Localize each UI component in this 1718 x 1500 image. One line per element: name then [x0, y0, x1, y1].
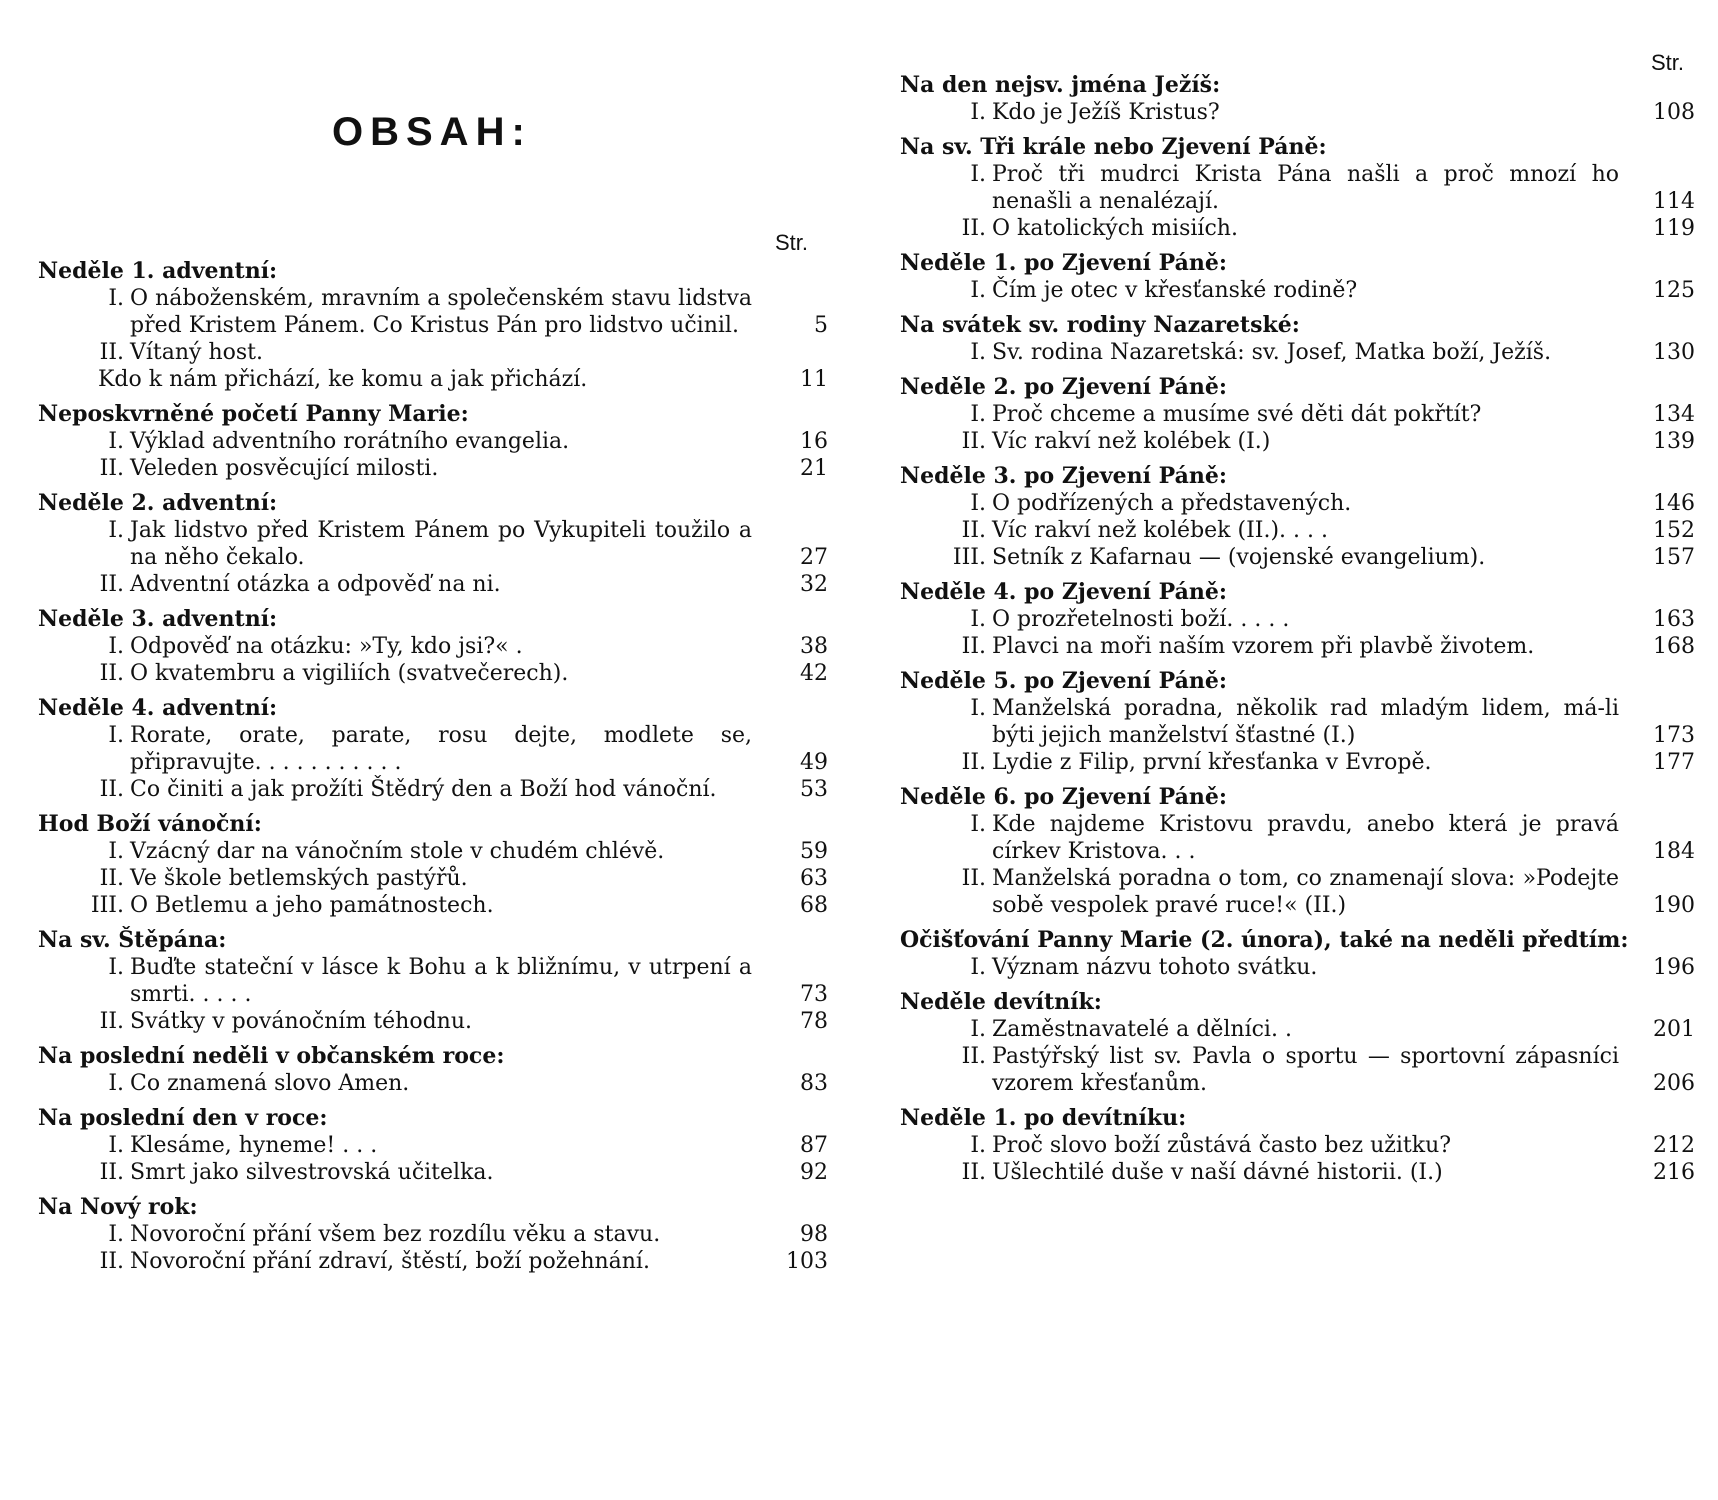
- toc-section: [900, 312, 1695, 366]
- toc-section: [900, 989, 1695, 1097]
- toc-entry: [900, 1132, 1695, 1159]
- page-column-label-right: Str.: [1651, 50, 1685, 75]
- entry-number: II.: [99, 1160, 124, 1185]
- toc-section: [900, 1105, 1695, 1186]
- entry-text: Jak lidstvo před Kristem Pánem po Vykupiteli toužilo a na něho čekalo.: [130, 518, 752, 570]
- entry-page-number: 108: [1653, 100, 1695, 125]
- section-title: Na poslední den v roce:: [38, 1105, 328, 1131]
- entry-text: Víc rakví než kolébek (I.): [992, 429, 1271, 454]
- toc-section: [900, 579, 1695, 660]
- entry-page-number: 73: [800, 982, 828, 1007]
- entry-page-number: 206: [1653, 1071, 1695, 1096]
- entry-number: I.: [108, 1071, 124, 1096]
- toc-right-column: [900, 72, 1695, 1194]
- section-title: Neděle 3. po Zjevení Páně:: [900, 463, 1227, 489]
- entry-text: Plavci na moři naším vzorem při plavbě životem.: [992, 634, 1535, 659]
- toc-section: [38, 490, 828, 598]
- section-title: Očišťování Panny Marie (2. února), také na neděli předtím:: [900, 927, 1629, 953]
- entry-number: II.: [99, 1249, 124, 1274]
- entry-page-number: 78: [800, 1009, 828, 1034]
- entry-text: Kdo je Ježíš Kristus?: [992, 100, 1220, 125]
- entry-number: II.: [961, 866, 986, 891]
- toc-entry: [38, 722, 828, 776]
- entry-page-number: 119: [1653, 216, 1695, 241]
- section-title: Neděle 1. po Zjevení Páně:: [900, 250, 1227, 276]
- entry-text: O katolických misiích.: [992, 216, 1238, 241]
- toc-section: [38, 606, 828, 687]
- entry-number: II.: [99, 572, 124, 597]
- toc-entry: [38, 1008, 828, 1035]
- entry-text: Proč tři mudrci Krista Pána našli a proč mnozí ho nenašli a nenalézají.: [992, 162, 1619, 214]
- toc-section: [38, 695, 828, 803]
- entry-text: Proč chceme a musíme své děti dát pokřtít?: [992, 402, 1482, 427]
- toc-entry: [38, 1132, 828, 1159]
- entry-number: I.: [108, 518, 124, 543]
- entry-page-number: 87: [800, 1133, 828, 1158]
- toc-entry: [38, 1159, 828, 1186]
- entry-number: I.: [970, 696, 986, 721]
- entry-number: I.: [970, 340, 986, 365]
- toc-section: [900, 463, 1695, 571]
- entry-page-number: 134: [1653, 402, 1695, 427]
- entry-page-number: 152: [1653, 518, 1695, 543]
- entry-page-number: 53: [800, 777, 828, 802]
- toc-entry: [900, 544, 1695, 571]
- entry-number: II.: [961, 429, 986, 454]
- section-title: Neděle 2. adventní:: [38, 490, 278, 516]
- toc-entry: [38, 1248, 828, 1275]
- toc-section: [38, 1194, 828, 1275]
- entry-page-number: 27: [800, 545, 828, 570]
- entry-text: Odpověď na otázku: »Ty, kdo jsi?« .: [130, 634, 523, 659]
- toc-entry: [900, 1016, 1695, 1043]
- toc-entry: [900, 749, 1695, 776]
- entry-text: O prozřetelnosti boží. . . . .: [992, 607, 1290, 632]
- toc-entry: [38, 1221, 828, 1248]
- section-title: Na den nejsv. jména Ježíš:: [900, 72, 1221, 98]
- entry-page-number: 139: [1653, 429, 1695, 454]
- entry-page-number: 68: [800, 893, 828, 918]
- toc-section: [38, 1043, 828, 1097]
- entry-page-number: 32: [800, 572, 828, 597]
- entry-page-number: 216: [1653, 1160, 1695, 1185]
- entry-number: I.: [970, 607, 986, 632]
- toc-section: [38, 927, 828, 1035]
- toc-section: [900, 374, 1695, 455]
- entry-text: Proč slovo boží zůstává často bez užitku?: [992, 1133, 1452, 1158]
- entry-text: Čím je otec v křesťanské rodině?: [992, 278, 1358, 303]
- toc-entry: [900, 161, 1695, 215]
- toc-entry: [900, 215, 1695, 242]
- toc-entry: [900, 517, 1695, 544]
- entry-number: II.: [961, 1044, 986, 1069]
- entry-text: Sv. rodina Nazaretská: sv. Josef, Matka boží, Ježíš.: [992, 340, 1552, 365]
- toc-entry: [900, 490, 1695, 517]
- toc-section: [900, 668, 1695, 776]
- toc-entry: [38, 865, 828, 892]
- entry-page-number: 201: [1653, 1017, 1695, 1042]
- toc-entry: [38, 838, 828, 865]
- section-title: Na sv. Tři krále nebo Zjevení Páně:: [900, 134, 1327, 160]
- entry-page-number: 173: [1653, 723, 1695, 748]
- entry-text: Kdo k nám přichází, ke komu a jak přichází.: [98, 367, 588, 392]
- entry-number: II.: [961, 1160, 986, 1185]
- entry-text: Novoroční přání zdraví, štěstí, boží požehnání.: [130, 1249, 650, 1274]
- entry-text: Výklad adventního rorátního evangelia.: [130, 429, 570, 454]
- entry-text: O podřízených a představených.: [992, 491, 1352, 516]
- toc-entry: [38, 285, 828, 339]
- section-title: Na Nový rok:: [38, 1194, 198, 1220]
- toc-entry: [900, 606, 1695, 633]
- entry-page-number: 196: [1653, 955, 1695, 980]
- entry-page-number: 83: [800, 1071, 828, 1096]
- entry-number: I.: [970, 491, 986, 516]
- entry-text: O kvatembru a vigiliích (svatvečerech).: [130, 661, 569, 686]
- toc-entry: [38, 954, 828, 1008]
- entry-number: II.: [99, 777, 124, 802]
- entry-number: II.: [961, 216, 986, 241]
- section-title: Na sv. Štěpána:: [38, 927, 227, 953]
- toc-section: [900, 250, 1695, 304]
- toc-entry: [900, 277, 1695, 304]
- entry-text: Manželská poradna o tom, co znamenají slova: »Podejte sobě vespolek pravé ruce!« (II.): [992, 866, 1619, 918]
- entry-number: I.: [970, 402, 986, 427]
- entry-page-number: 11: [800, 367, 828, 392]
- entry-text: Ušlechtilé duše v naší dávné historii. (I.): [992, 1160, 1443, 1185]
- entry-number: III.: [90, 893, 124, 918]
- toc-section: [900, 927, 1695, 981]
- entry-number: II.: [99, 456, 124, 481]
- section-title: Neděle 1. po devítníku:: [900, 1105, 1187, 1131]
- entry-text: Vzácný dar na vánočním stole v chudém chlévě.: [130, 839, 665, 864]
- entry-text: O Betlemu a jeho památnostech.: [130, 893, 494, 918]
- section-title: Na svátek sv. rodiny Nazaretské:: [900, 312, 1300, 338]
- entry-number: I.: [970, 955, 986, 980]
- section-title: Hod Boží vánoční:: [38, 811, 262, 837]
- toc-section: [900, 784, 1695, 919]
- entry-number: II.: [961, 518, 986, 543]
- entry-page-number: 163: [1653, 607, 1695, 632]
- entry-text: Pastýřský list sv. Pavla o sportu — sportovní zápasníci vzorem křesťanům.: [992, 1044, 1619, 1096]
- entry-number: I.: [108, 723, 124, 748]
- entry-number: I.: [970, 100, 986, 125]
- entry-page-number: 212: [1653, 1133, 1695, 1158]
- toc-entry: [38, 571, 828, 598]
- toc-section: [900, 72, 1695, 126]
- entry-number: I.: [108, 286, 124, 311]
- toc-entry: [38, 892, 828, 919]
- entry-text: Smrt jako silvestrovská učitelka.: [130, 1160, 494, 1185]
- section-title: Neděle 6. po Zjevení Páně:: [900, 784, 1227, 810]
- page-column-label-left: Str.: [775, 230, 809, 255]
- entry-text: Co znamená slovo Amen.: [130, 1071, 410, 1096]
- toc-entry: [38, 633, 828, 660]
- section-title: Na poslední neděli v občanském roce:: [38, 1043, 505, 1069]
- entry-page-number: 103: [786, 1249, 828, 1274]
- toc-entry: [38, 660, 828, 687]
- entry-text: Veleden posvěcující milosti.: [130, 456, 439, 481]
- entry-text: Ve škole betlemských pastýřů.: [130, 866, 468, 891]
- entry-text: Rorate, orate, parate, rosu dejte, modlete se, připravujte. . . . . . . . . . .: [130, 723, 752, 775]
- entry-page-number: 16: [800, 429, 828, 454]
- entry-number: II.: [99, 866, 124, 891]
- entry-number: [38, 366, 98, 393]
- toc-entry: [900, 1159, 1695, 1186]
- entry-number: I.: [970, 1017, 986, 1042]
- entry-page-number: 59: [800, 839, 828, 864]
- toc-entry: [900, 954, 1695, 981]
- toc-entry: [900, 401, 1695, 428]
- entry-page-number: 5: [814, 313, 828, 338]
- entry-page-number: 125: [1653, 278, 1695, 303]
- entry-text: Svátky v povánočním téhodnu.: [130, 1009, 472, 1034]
- entry-number: I.: [970, 1133, 986, 1158]
- page-title: OBSAH:: [332, 110, 532, 154]
- section-title: Neděle devítník:: [900, 989, 1102, 1015]
- entry-page-number: 92: [800, 1160, 828, 1185]
- entry-text: Klesáme, hyneme! . . .: [130, 1133, 378, 1158]
- section-title: Neděle 1. adventní:: [38, 258, 278, 284]
- entry-number: II.: [99, 340, 124, 365]
- section-title: Neposkvrněné početí Panny Marie:: [38, 401, 469, 427]
- entry-page-number: 21: [800, 456, 828, 481]
- entry-number: II.: [99, 661, 124, 686]
- entry-page-number: 42: [800, 661, 828, 686]
- entry-text: Víc rakví než kolébek (II.). . . .: [992, 518, 1328, 543]
- toc-entry: [900, 339, 1695, 366]
- entry-number: III.: [952, 545, 986, 570]
- toc-entry: [900, 99, 1695, 126]
- section-title: Neděle 2. po Zjevení Páně:: [900, 374, 1227, 400]
- toc-entry: [900, 1043, 1695, 1097]
- entry-text: Co činiti a jak prožíti Štědrý den a Boží hod vánoční.: [130, 777, 717, 802]
- entry-text: Buďte stateční v lásce k Bohu a k bližnímu, v utrpení a smrti. . . . .: [130, 955, 752, 1007]
- entry-page-number: 49: [800, 750, 828, 775]
- section-title: Neděle 4. po Zjevení Páně:: [900, 579, 1227, 605]
- entry-text: Zaměstnavatelé a dělníci. .: [992, 1017, 1292, 1042]
- toc-entry: [900, 865, 1695, 919]
- entry-text: Novoroční přání všem bez rozdílu věku a stavu.: [130, 1222, 661, 1247]
- entry-page-number: 114: [1653, 189, 1695, 214]
- toc-entry: [900, 695, 1695, 749]
- entry-number: I.: [970, 162, 986, 187]
- entry-page-number: 157: [1653, 545, 1695, 570]
- entry-page-number: 177: [1653, 750, 1695, 775]
- entry-number: I.: [108, 1133, 124, 1158]
- entry-number: I.: [970, 278, 986, 303]
- toc-entry: [900, 811, 1695, 865]
- section-title: Neděle 4. adventní:: [38, 695, 278, 721]
- entry-number: I.: [108, 839, 124, 864]
- toc-section: [38, 401, 828, 482]
- entry-text: Manželská poradna, několik rad mladým lidem, má-li býti jejich manželství šťastné (I.): [992, 696, 1619, 748]
- entry-text: Kde najdeme Kristovu pravdu, anebo která je pravá církev Kristova. . .: [992, 812, 1619, 864]
- entry-number: I.: [108, 634, 124, 659]
- entry-page-number: 146: [1653, 491, 1695, 516]
- toc-entry: [38, 366, 828, 393]
- entry-text: Setník z Kafarnau — (vojenské evangelium).: [992, 545, 1486, 570]
- entry-page-number: 168: [1653, 634, 1695, 659]
- toc-entry: [38, 776, 828, 803]
- section-title: Neděle 3. adventní:: [38, 606, 278, 632]
- toc-section: [38, 1105, 828, 1186]
- entry-number: I.: [108, 955, 124, 980]
- entry-page-number: 184: [1653, 839, 1695, 864]
- entry-number: I.: [108, 429, 124, 454]
- entry-text: O náboženském, mravním a společenském stavu lidstva před Kristem Pánem. Co Kristus Pán pro lidstvo učinil.: [130, 286, 752, 338]
- toc-section: [900, 134, 1695, 242]
- entry-page-number: 130: [1653, 340, 1695, 365]
- entry-page-number: 190: [1653, 893, 1695, 918]
- entry-number: I.: [970, 812, 986, 837]
- entry-text: Lydie z Filip, první křesťanka v Evropě.: [992, 750, 1432, 775]
- entry-page-number: 63: [800, 866, 828, 891]
- entry-text: Adventní otázka a odpověď na ni.: [130, 572, 501, 597]
- toc-entry: [38, 339, 828, 366]
- toc-entry: [38, 517, 828, 571]
- toc-section: [38, 811, 828, 919]
- toc-left-column: [38, 258, 828, 1283]
- entry-page-number: 38: [800, 634, 828, 659]
- entry-number: II.: [961, 634, 986, 659]
- entry-number: II.: [961, 750, 986, 775]
- entry-text: Význam názvu tohoto svátku.: [992, 955, 1318, 980]
- entry-page-number: 98: [800, 1222, 828, 1247]
- toc-entry: [38, 428, 828, 455]
- toc-entry: [900, 428, 1695, 455]
- entry-number: I.: [108, 1222, 124, 1247]
- entry-text: Vítaný host.: [130, 340, 264, 365]
- toc-entry: [38, 455, 828, 482]
- entry-number: II.: [99, 1009, 124, 1034]
- toc-entry: [900, 633, 1695, 660]
- toc-section: [38, 258, 828, 393]
- toc-entry: [38, 1070, 828, 1097]
- section-title: Neděle 5. po Zjevení Páně:: [900, 668, 1227, 694]
